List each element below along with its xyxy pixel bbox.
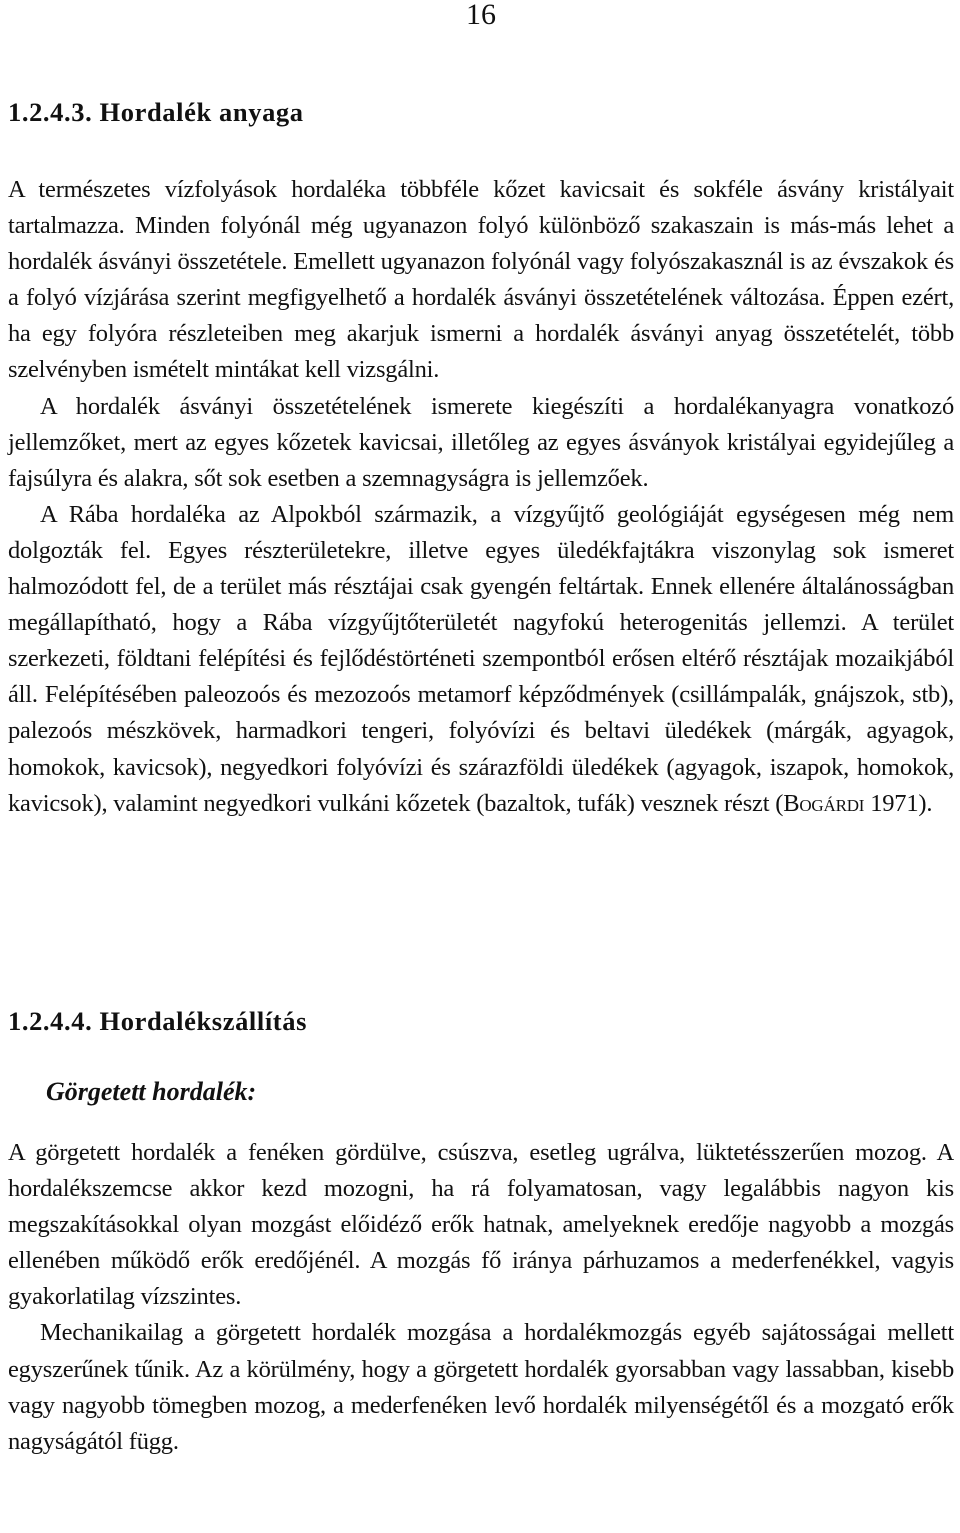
subheading-gorgetett-hordalek: Görgetett hordalék: [46, 1077, 257, 1106]
citation-author: Bogárdi [783, 789, 865, 817]
citation-year: 1971). [864, 789, 933, 817]
paragraph [8, 497, 954, 822]
paragraph: A görgetett hordalék a fenéken gördülve, csúszva, esetleg ugrálva, lüktetésszerűen mozog. A hordalékszemcse akkor kezd mozogni, ha rá folyamatosan, vagy legalábbis nagyon kis megszakításokkal olyan mozgást előidéző erők hatnak, amelyeknek eredője nagyobb a mozgás ellenében működő erők eredőjénél. A mozgás fő iránya párhuzamos a mederfenékkel, vagyis gyakorlatilag vízszintes. [8, 1139, 954, 1311]
section-body-hordalek-anyaga [8, 172, 954, 822]
paragraph: Mechanikailag a görgetett hordalék mozgása a hordalékmozgás egyéb sajátosságai mellett egyszerűnek tűnik. Az a körülmény, hogy a görgetett hordalék gyorsabban vagy lassabban, kisebb vagy nagyobb tömegben mozog, a mederfenéken levő hordalék milyenségétől és a mozgató erők nagyságától függ. [8, 1319, 954, 1455]
paragraph-text: A Rába hordaléka az Alpokból származik, a vízgyűjtő geológiáját egységesen még nem dolgozták fel. Egyes részterületekre, illetve egyes üledékfajtákra viszonylag sok ismeret halmozódott fel, de a terület más résztájai csak gyengén feltártak. Ennek ellenére általánosságban megállapítható, hogy a Rába vízgyűjtőterületét nagyfokú heterogenitás jellemzi. A terület szerkezeti, földtani felépítési és fejlődéstörténeti szempontból erősen eltérő résztájak mozaikjából áll. Felépítésében paleozoós és mezozoós metamorf képződmények (csillámpalák, gnájszok, stb), palezoós mészkövek, harmadkori tengeri, folyóvízi és beltavi üledékek (márgák, agyagok, homokok, kavicsok), negyedkori folyóvízi és szárazföldi üledékek (agyagok, iszapok, homokok, kavicsok), valamint negyedkori vulkáni kőzetek (bazaltok, tufák) vesznek részt ( [8, 500, 954, 817]
section-heading-hordalekszallitas: 1.2.4.4. Hordalékszállítás [8, 1006, 307, 1036]
section-heading-hordalek-anyaga: 1.2.4.3. Hordalék anyaga [8, 97, 304, 127]
paragraph: A természetes vízfolyások hordaléka többféle kőzet kavicsait és sokféle ásvány kristályait tartalmazza. Minden folyónál még ugyanazon folyó különböző szakaszain is más-más lehet a hordalék ásványi összetétele. Emellett ugyanazon folyónál vagy folyószakasznál is az évszakok és a folyó vízjárása szerint megfigyelhető a hordalék ásványi összetételének változása. Éppen ezért, ha egy folyóra részleteiben meg akarjuk ismerni a hordalék ásványi anyag összetételét, több szelvényben ismételt mintákat kell vizsgálni. [8, 176, 954, 384]
paragraph: A hordalék ásványi összetételének ismerete kiegészíti a hordalékanyagra vonatkozó jellemzőket, mert az egyes kőzetek kavicsai, illetőleg az egyes ásványok kristályai egyidejűleg a fajsúlyra és alakra, sőt sok esetben a szemnagyságra is jellemzőek. [8, 392, 954, 492]
section-body-hordalekszallitas [8, 1135, 954, 1460]
page-number: 16 [466, 0, 496, 31]
